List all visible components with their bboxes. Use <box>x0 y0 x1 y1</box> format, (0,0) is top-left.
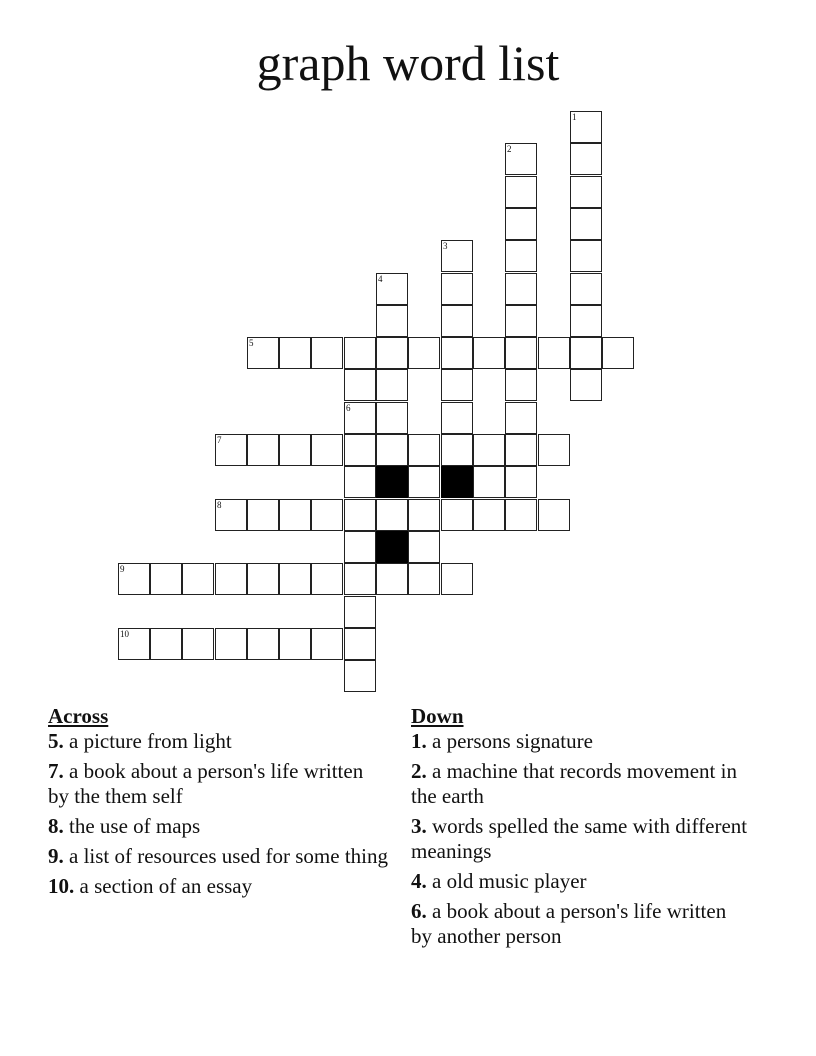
clue-text: a book about a person's life written by the them self <box>48 759 364 808</box>
grid-cell[interactable] <box>570 337 602 369</box>
cell-number: 3 <box>443 241 448 251</box>
grid-cell[interactable] <box>505 208 537 240</box>
grid-cell[interactable] <box>602 337 634 369</box>
grid-cell[interactable] <box>376 434 408 466</box>
grid-cell[interactable] <box>505 434 537 466</box>
grid-cell[interactable] <box>215 628 247 660</box>
grid-cell[interactable] <box>344 628 376 660</box>
grid-cell[interactable] <box>311 434 343 466</box>
grid-cell[interactable] <box>505 499 537 531</box>
across-clues <box>48 704 388 904</box>
clue-number: 8. <box>48 814 64 838</box>
grid-cell[interactable] <box>473 499 505 531</box>
grid-cell[interactable] <box>570 240 602 272</box>
grid-cell[interactable] <box>344 337 376 369</box>
clue-number: 6. <box>411 899 427 923</box>
grid-cell[interactable] <box>473 337 505 369</box>
grid-cell[interactable] <box>538 499 570 531</box>
grid-cell[interactable] <box>570 143 602 175</box>
clue-text: a persons signature <box>432 729 593 753</box>
clue-text: a list of resources used for some thing <box>69 844 389 868</box>
grid-cell[interactable] <box>408 499 440 531</box>
grid-cell[interactable] <box>344 369 376 401</box>
cell-number: 2 <box>507 144 512 154</box>
grid-cell[interactable] <box>311 563 343 595</box>
grid-cell[interactable] <box>344 466 376 498</box>
grid-cell[interactable] <box>570 111 602 143</box>
clue-text: a section of an essay <box>79 874 253 898</box>
grid-cell[interactable] <box>311 628 343 660</box>
grid-cell[interactable] <box>473 466 505 498</box>
grid-cell[interactable] <box>408 531 440 563</box>
down-clue-2 <box>411 759 751 809</box>
grid-cell[interactable] <box>441 240 473 272</box>
grid-cell[interactable] <box>505 240 537 272</box>
grid-cell[interactable] <box>247 434 279 466</box>
grid-cell[interactable] <box>441 305 473 337</box>
cell-number: 1 <box>572 112 577 122</box>
clue-text: a book about a person's life written by another person <box>411 899 727 948</box>
grid-cell[interactable] <box>215 563 247 595</box>
cell-number: 9 <box>120 564 125 574</box>
grid-cell[interactable] <box>505 273 537 305</box>
grid-cell[interactable] <box>247 337 279 369</box>
grid-cell[interactable] <box>215 434 247 466</box>
across-heading: Across <box>48 704 109 728</box>
across-clue-5 <box>48 729 388 754</box>
grid-cell[interactable] <box>538 337 570 369</box>
clue-number: 7. <box>48 759 64 783</box>
grid-cell[interactable] <box>150 628 182 660</box>
clue-text: a machine that records movement in the earth <box>411 759 737 808</box>
block-cell <box>376 531 408 563</box>
grid-cell[interactable] <box>570 273 602 305</box>
grid-cell[interactable] <box>344 531 376 563</box>
page-title: graph word list <box>256 35 560 91</box>
grid-cell[interactable] <box>344 434 376 466</box>
grid-cell[interactable] <box>505 369 537 401</box>
grid-cell[interactable] <box>182 563 214 595</box>
grid-cell[interactable] <box>376 337 408 369</box>
grid-cell[interactable] <box>182 628 214 660</box>
grid-cell[interactable] <box>311 337 343 369</box>
grid-cell[interactable] <box>408 466 440 498</box>
clue-number: 4. <box>411 869 427 893</box>
grid-cell[interactable] <box>408 563 440 595</box>
grid-cell[interactable] <box>570 305 602 337</box>
grid-cell[interactable] <box>344 499 376 531</box>
clue-number: 10. <box>48 874 75 898</box>
grid-cell[interactable] <box>279 434 311 466</box>
grid-cell[interactable] <box>344 660 376 692</box>
block-cell <box>376 466 408 498</box>
cell-number: 7 <box>217 435 222 445</box>
down-clue-3 <box>411 814 751 864</box>
grid-cell[interactable] <box>505 143 537 175</box>
grid-cell[interactable] <box>473 434 505 466</box>
across-clue-8 <box>48 814 388 839</box>
grid-cell[interactable] <box>376 402 408 434</box>
down-clue-4 <box>411 869 751 894</box>
grid-cell[interactable] <box>441 434 473 466</box>
cell-number: 6 <box>346 403 351 413</box>
grid-cell[interactable] <box>247 563 279 595</box>
grid-cell[interactable] <box>441 563 473 595</box>
grid-cell[interactable] <box>408 337 440 369</box>
grid-cell[interactable] <box>441 369 473 401</box>
grid-cell[interactable] <box>118 628 150 660</box>
grid-cell[interactable] <box>150 563 182 595</box>
grid-cell[interactable] <box>505 305 537 337</box>
grid-cell[interactable] <box>344 596 376 628</box>
grid-cell[interactable] <box>505 402 537 434</box>
clue-number: 1. <box>411 729 427 753</box>
cell-number: 10 <box>120 629 129 639</box>
clue-number: 5. <box>48 729 64 753</box>
grid-cell[interactable] <box>279 628 311 660</box>
grid-cell[interactable] <box>441 273 473 305</box>
grid-cell[interactable] <box>215 499 247 531</box>
grid-cell[interactable] <box>408 434 440 466</box>
clue-number: 3. <box>411 814 427 838</box>
clue-text: a old music player <box>432 869 587 893</box>
across-clue-7 <box>48 759 388 809</box>
cell-number: 8 <box>217 500 222 510</box>
grid-cell[interactable] <box>441 402 473 434</box>
grid-cell[interactable] <box>311 499 343 531</box>
grid-cell[interactable] <box>376 273 408 305</box>
down-clue-1 <box>411 729 751 754</box>
grid-cell[interactable] <box>570 176 602 208</box>
clue-number: 9. <box>48 844 64 868</box>
clue-number: 2. <box>411 759 427 783</box>
clue-text: words spelled the same with different meanings <box>411 814 748 863</box>
cell-number: 4 <box>378 274 383 284</box>
down-heading: Down <box>411 704 464 728</box>
across-clue-9 <box>48 844 388 869</box>
grid-cell[interactable] <box>505 466 537 498</box>
clue-text: a picture from light <box>69 729 232 753</box>
grid-cell[interactable] <box>344 402 376 434</box>
cell-number: 5 <box>249 338 254 348</box>
grid-cell[interactable] <box>118 563 150 595</box>
grid-cell[interactable] <box>279 563 311 595</box>
across-clue-10 <box>48 874 388 899</box>
grid-cell[interactable] <box>538 434 570 466</box>
grid-cell[interactable] <box>247 628 279 660</box>
down-clues <box>411 704 751 954</box>
block-cell <box>441 466 473 498</box>
grid-cell[interactable] <box>505 176 537 208</box>
grid-cell[interactable] <box>279 499 311 531</box>
grid-cell[interactable] <box>247 499 279 531</box>
grid-cell[interactable] <box>376 563 408 595</box>
clue-text: the use of maps <box>69 814 201 838</box>
grid-cell[interactable] <box>441 499 473 531</box>
grid-cell[interactable] <box>376 499 408 531</box>
grid-cell[interactable] <box>376 305 408 337</box>
grid-cell[interactable] <box>344 563 376 595</box>
grid-cell[interactable] <box>505 337 537 369</box>
grid-cell[interactable] <box>376 369 408 401</box>
grid-cell[interactable] <box>570 208 602 240</box>
grid-cell[interactable] <box>279 337 311 369</box>
grid-cell[interactable] <box>441 337 473 369</box>
grid-cell[interactable] <box>570 369 602 401</box>
down-clue-6 <box>411 899 751 949</box>
